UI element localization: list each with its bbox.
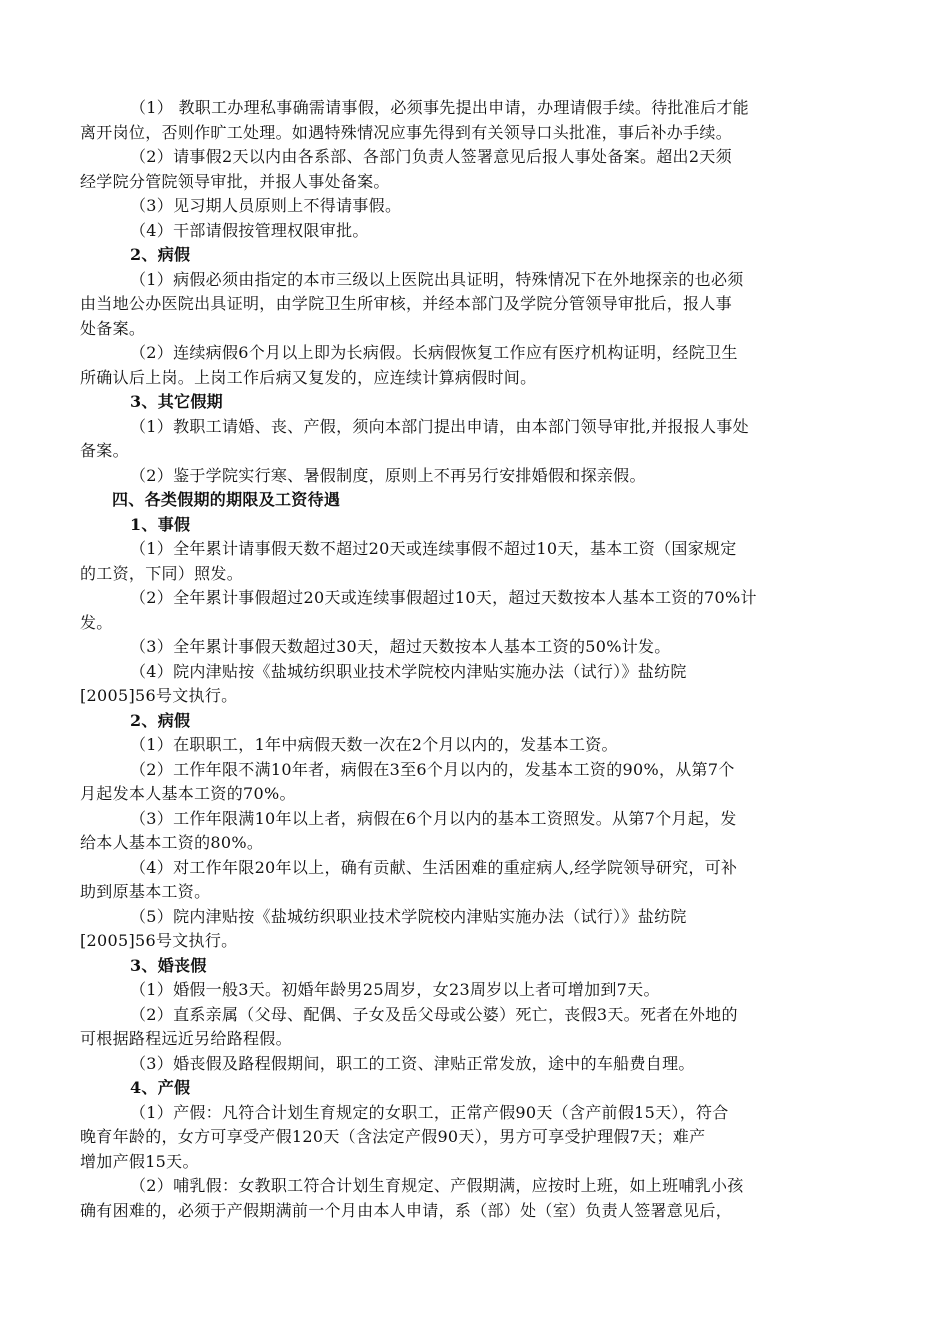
text-line: （1）全年累计请事假天数不超过20天或连续事假不超过10天，基本工资（国家规定 <box>130 539 737 558</box>
text-line: （3）婚丧假及路程假期间，职工的工资、津贴正常发放，途中的车船费自理。 <box>130 1053 695 1073</box>
text-line: （1）产假：凡符合计划生育规定的女职工，正常产假90天（含产前假15天），符合 <box>130 1102 729 1122</box>
text-line: 3、婚丧假 <box>130 955 207 975</box>
text-line: 离开岗位，否则作旷工处理。如遇特殊情况应事先得到有关领导口头批准，事后补办手续。 <box>80 122 733 142</box>
text-line: （3）全年累计事假天数超过30天，超过天数按本人基本工资的50%计发。 <box>130 637 671 656</box>
text-line: （1）病假必须由指定的本市三级以上医院出具证明，特殊情况下在外地探亲的也必须 <box>130 269 744 289</box>
text-line: 所确认后上岗。上岗工作后病又复发的，应连续计算病假时间。 <box>80 367 537 387</box>
text-line: （1）婚假一般3天。初婚年龄男25周岁，女23周岁以上者可增加到7天。 <box>130 980 660 999</box>
document-page <box>80 96 870 1223</box>
text-line: （4）干部请假按管理权限审批。 <box>130 220 369 240</box>
text-line: （2）哺乳假：女教职工符合计划生育规定、产假期满，应按时上班，如上班哺乳小孩 <box>130 1176 744 1195</box>
text-line: 处备案。 <box>80 318 146 338</box>
text-line: 四、各类假期的期限及工资待遇 <box>112 490 341 509</box>
text-line: （2）请事假2天以内由各系部、各部门负责人签署意见后报人事处备案。超出2天须 <box>130 147 732 166</box>
text-line: [2005]56号文执行。 <box>80 686 238 705</box>
text-line: （3）见习期人员原则上不得请事假。 <box>130 196 402 215</box>
text-line: （2）工作年限不满10年者，病假在3至6个月以内的，发基本工资的90%，从第7个 <box>130 759 735 779</box>
text-line: （3）工作年限满10年以上者，病假在6个月以内的基本工资照发。从第7个月起，发 <box>130 808 737 828</box>
text-line: （4）院内津贴按《盐城纺织职业技术学院校内津贴实施办法（试行）》盐纺院 <box>130 661 687 681</box>
text-line: 备案。 <box>80 441 129 460</box>
text-line: 3、其它假期 <box>130 392 223 411</box>
text-line: 2、病假 <box>130 710 191 730</box>
text-line: 月起发本人基本工资的70%。 <box>80 784 296 803</box>
text-line: 由当地公办医院出具证明，由学院卫生所审核，并经本部门及学院分管领导审批后，报人事 <box>80 294 733 313</box>
text-line: （1）教职工请婚、丧、产假，须向本部门提出申请，由本部门领导审批,并报报人事处 <box>130 416 749 436</box>
text-line: 4、产假 <box>130 1078 191 1097</box>
text-line: （4）对工作年限20年以上，确有贡献、生活困难的重症病人,经学院领导研究，可补 <box>130 857 738 877</box>
text-line: 1、事假 <box>130 514 191 534</box>
text-line: （2）直系亲属（父母、配偶、子女及岳父母或公婆）死亡，丧假3天。死者在外地的 <box>130 1004 738 1024</box>
text-line: 确有困难的，必须于产假期满前一个月由本人申请，系（部）处（室）负责人签署意见后， <box>80 1200 733 1220</box>
text-line: [2005]56号文执行。 <box>80 931 238 950</box>
text-line: （1）在职职工，1年中病假天数一次在2个月以内的，发基本工资。 <box>130 735 618 754</box>
text-line: 的工资，下同）照发。 <box>80 563 244 583</box>
text-line: （2）连续病假6个月以上即为长病假。长病假恢复工作应有医疗机构证明，经院卫生 <box>130 343 738 362</box>
text-line: 增加产假15天。 <box>80 1151 199 1171</box>
text-line: （2）鉴于学院实行寒、暑假制度，原则上不再另行安排婚假和探亲假。 <box>130 465 646 485</box>
text-line: （1） 教职工办理私事确需请事假，必须事先提出申请，办理请假手续。待批准后才能 <box>130 98 749 117</box>
text-line: 助到原基本工资。 <box>80 882 211 901</box>
text-line: 经学院分管院领导审批，并报人事处备案。 <box>80 171 390 191</box>
text-line: 可根据路程远近另给路程假。 <box>80 1029 292 1048</box>
text-line: 给本人基本工资的80%。 <box>80 833 264 852</box>
text-line: （2）全年累计事假超过20天或连续事假超过10天，超过天数按本人基本工资的70%计 <box>130 588 757 607</box>
text-line: 2、病假 <box>130 245 191 264</box>
text-line: 发。 <box>80 612 113 632</box>
text-line: 晚育年龄的，女方可享受产假120天（含法定产假90天），男方可享受护理假7天；难产 <box>80 1127 706 1146</box>
text-line: （5）院内津贴按《盐城纺织职业技术学院校内津贴实施办法（试行）》盐纺院 <box>130 906 687 926</box>
